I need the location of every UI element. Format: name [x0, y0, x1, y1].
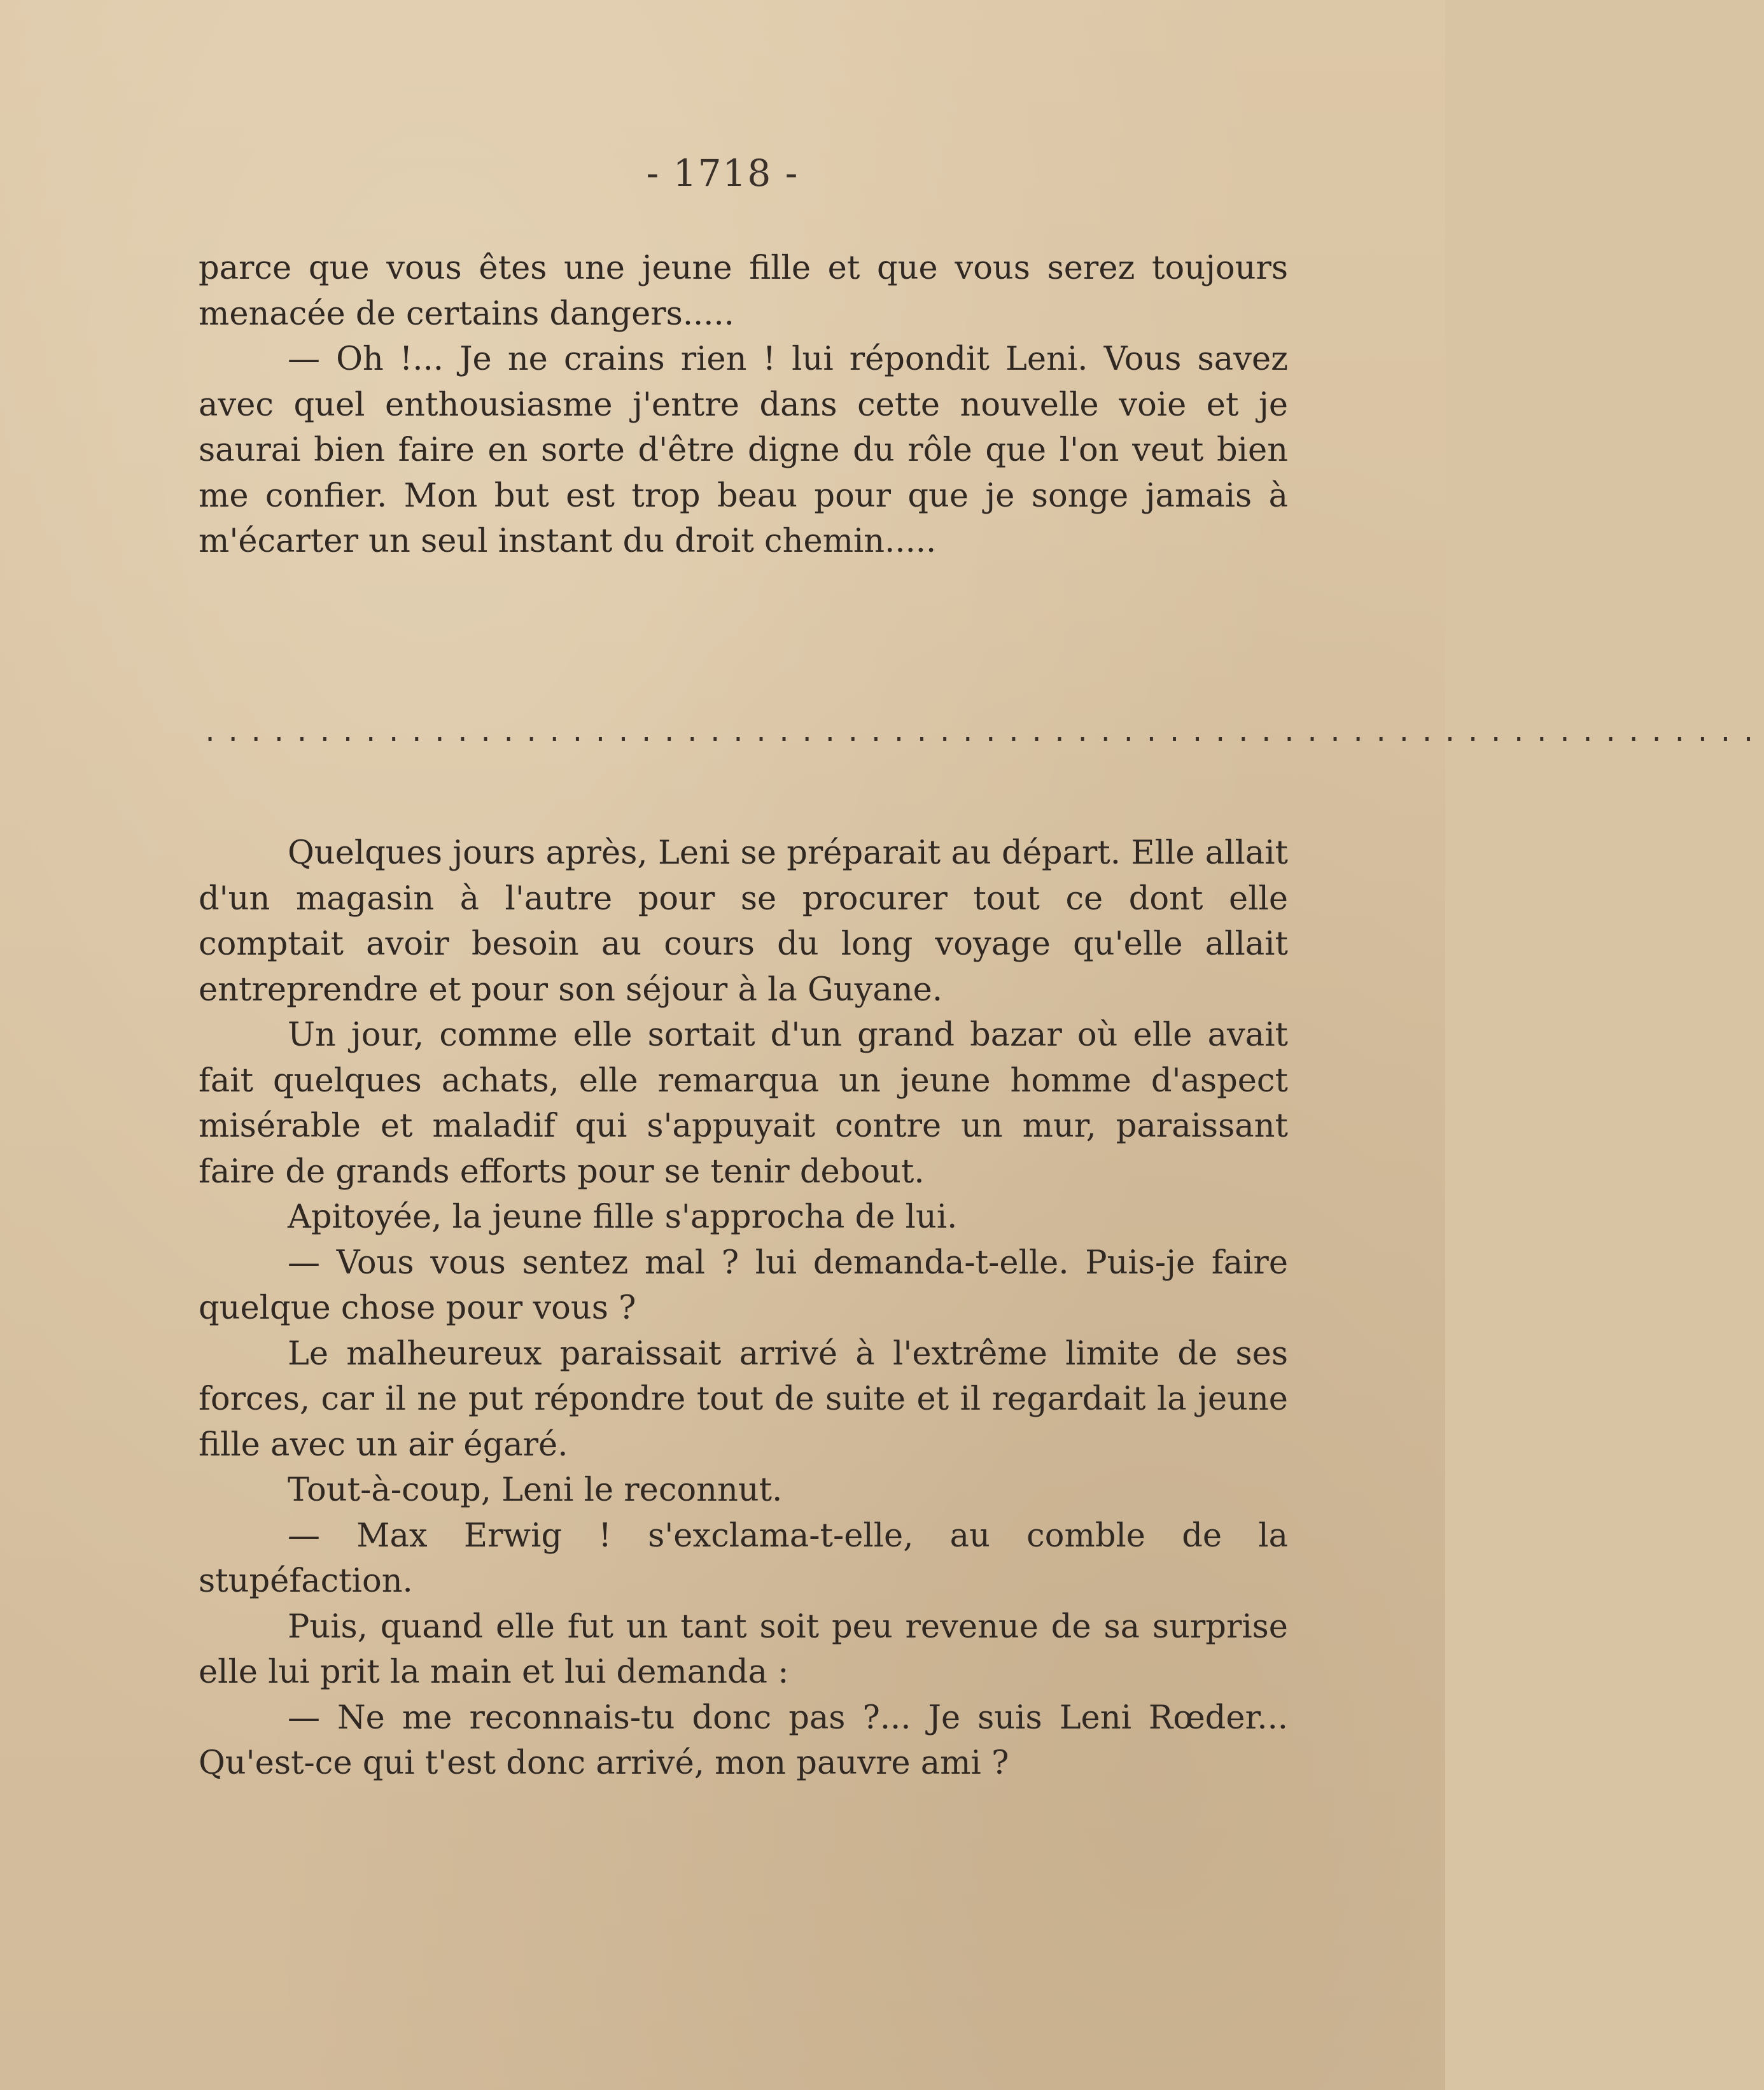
dotted-separator: .................................................................... [202, 718, 1764, 747]
paragraph: parce que vous êtes une jeune fille et que vous serez toujours menacée de certains dangers..... [199, 249, 1288, 333]
paragraph: Apitoyée, la jeune fille s'approcha de lui. [288, 1198, 958, 1236]
paragraph: Quelques jours après, Leni se préparait au départ. Elle allait d'un magasin à l'autre pour se procurer tout ce dont elle comptait avoir besoin au cours du long voyage qu'elle allait entreprendre et pour son séjour à la Guyane. [199, 834, 1288, 1009]
paragraph: Tout-à-coup, Leni le reconnut. [288, 1471, 783, 1509]
paragraph: — Oh !... Je ne crains rien ! lui répondit Leni. Vous savez avec quel enthousiasme j'entre dans cette nouvelle voie et je saurai bien faire en sorte d'être digne du rôle que l'on veut bien me confier. Mon but est trop beau pour que je songe jamais à m'écarter un seul instant du droit chemin..... [199, 340, 1288, 560]
paragraph: Puis, quand elle fut un tant soit peu revenue de sa surprise elle lui prit la main et lui demanda : [199, 1608, 1288, 1691]
paragraph: Un jour, comme elle sortait d'un grand bazar où elle avait fait quelques achats, elle remarqua un jeune homme d'aspect misérable et maladif qui s'appuyait contre un mur, paraissant faire de grands efforts pour se tenir debout. [199, 1016, 1288, 1191]
paragraph: — Max Erwig ! s'exclama-t-elle, au comble de la stupéfaction. [199, 1517, 1288, 1600]
paragraph: — Ne me reconnais-tu donc pas ?... Je suis Leni Rœder... Qu'est-ce qui t'est donc arrivé, mon pauvre ami ? [199, 1699, 1288, 1782]
paragraph: Le malheureux paraissait arrivé à l'extrême limite de ses forces, car il ne put répondre tout de suite et il regardait la jeune fille avec un air égaré. [199, 1335, 1288, 1464]
text-block-bottom [199, 831, 1288, 1786]
paragraph: — Vous vous sentez mal ? lui demanda-t-elle. Puis-je faire quelque chose pour vous ? [199, 1244, 1288, 1327]
text-block-top [199, 246, 1288, 565]
page-number: - 1718 - [646, 151, 799, 195]
